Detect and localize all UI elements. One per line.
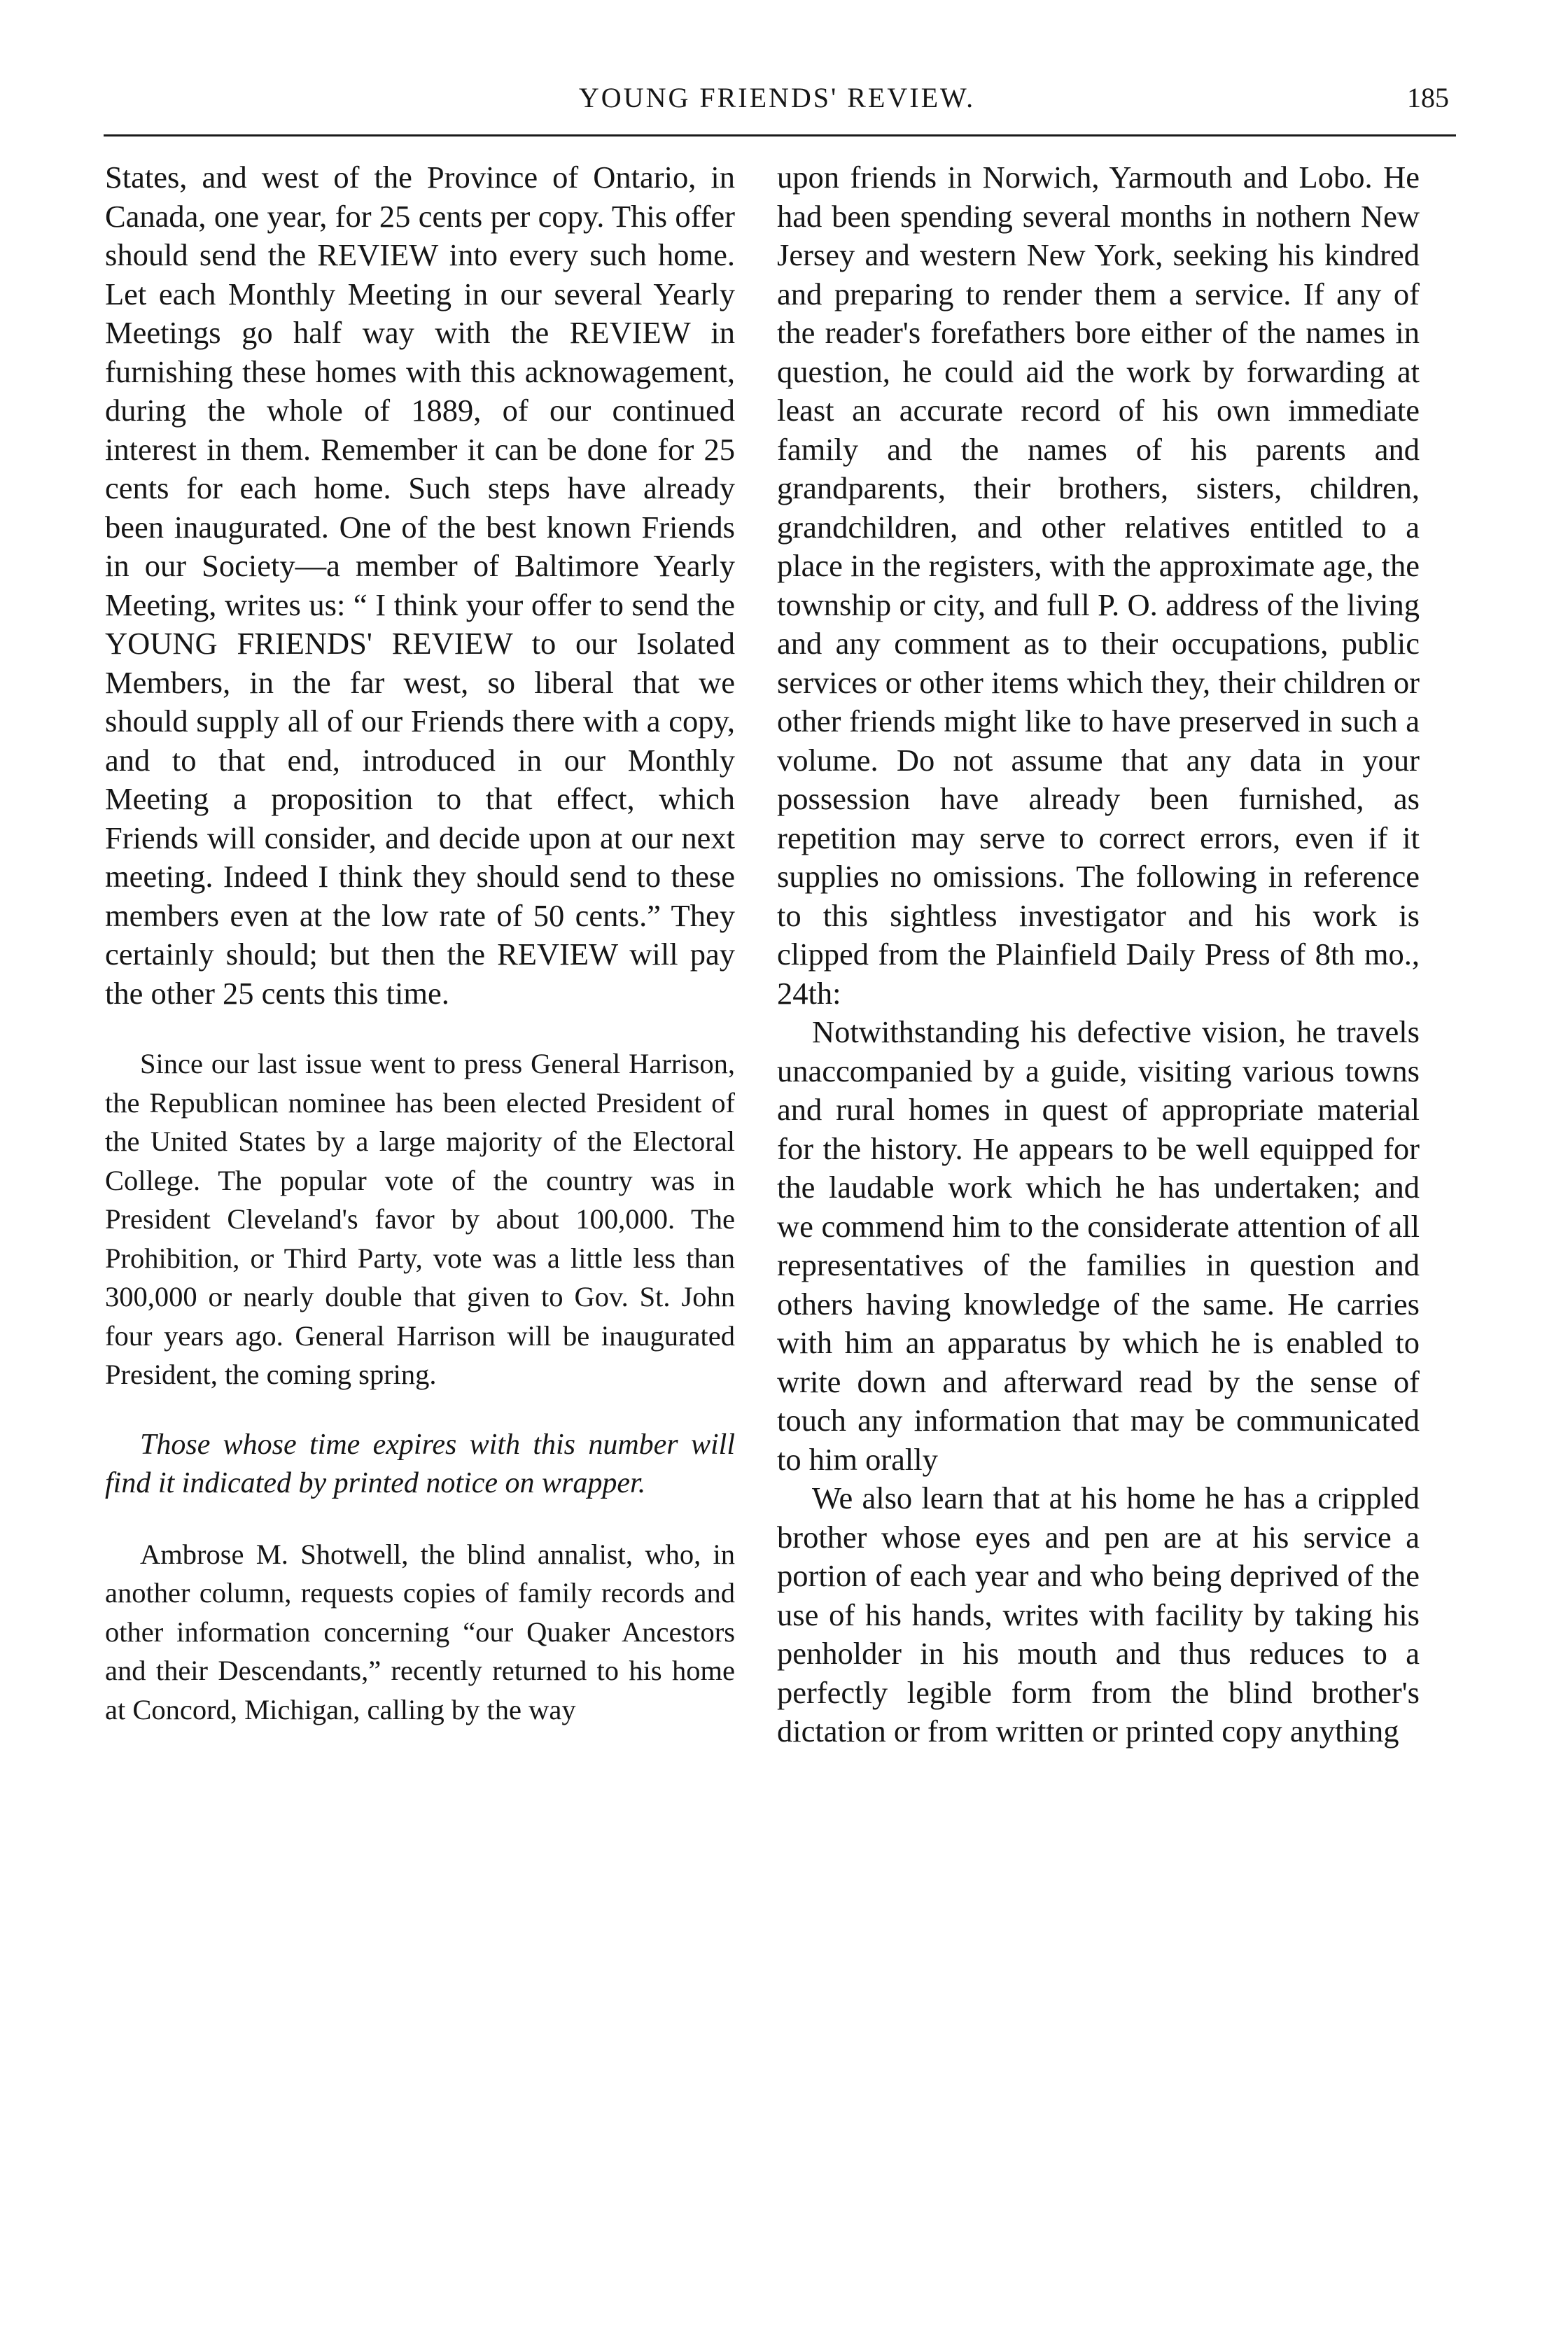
left-column bbox=[105, 158, 735, 1729]
subscription-notice: Those whose time expires with this number will find it indicated by printed notice on wrapper. bbox=[105, 1428, 735, 1499]
continuation-paragraph: upon friends in Norwich, Yarmouth and Lobo. He had been spending several months in nothern New Jersey and western New York, seeking his kindred and preparing to render them a service. If any of the reader's forefathers bore either of the names in question, he could aid the work by forwarding at least an accurate record of his own immediate family and the names of his parents and grandparents, their brothers, sisters, children, grandchildren, and other relatives entitled to a place in the registers, with the approximate age, the township or city, and full P. O. address of the living and any comment as to their occupations, public services or other items which they, their children or other friends might like to have preserved in such a volume. Do not assume that any data in your possession have already been furnished, as repetition may serve to correct errors, even if it supplies no omissions. The following in reference to this sightless investigator and his work is clipped from the Plainfield Daily Press of 8th mo., 24th: bbox=[777, 160, 1420, 1011]
page-number: 185 bbox=[1407, 82, 1449, 113]
header-rule bbox=[104, 134, 1456, 136]
running-title: YOUNG FRIENDS' REVIEW. bbox=[578, 82, 976, 113]
brother-paragraph: We also learn that at his home he has a crippled brother whose eyes and pen are at his service a portion of each year and who being deprived of the use of his hands, writes with facility by taking his penholder in his mouth and thus reduces to a perfectly legible form from the blind brother's dictation or from written or printed copy anything bbox=[777, 1480, 1420, 1749]
election-paragraph: Since our last issue went to press General Harrison, the Republican nominee has been elected President of the United States by a large majority of the Electoral College. The popular vote of the country was in President Cleveland's favor by about 100,000. The Prohibition, or Third Party, vote was a little less than 300,000 or nearly double that given to Gov. St. John four years ago. General Harrison will be inaugurated President, the coming spring. bbox=[105, 1048, 735, 1390]
right-column bbox=[777, 158, 1420, 1751]
press-quote-paragraph: Notwithstanding his defective vision, he travels unaccompanied by a guide, visiting various towns and rural homes in quest of appropriate material for the history. He appears to be well equipped for the laudable work which he has undertaken; and we commend him to the considerate attention of all representatives of the families in question and others having knowledge of the same. He carries with him an apparatus by which he is enabled to write down and afterward read by the sense of touch any information that may be communicated to him orally bbox=[777, 1014, 1420, 1477]
page-header bbox=[105, 77, 1449, 126]
offer-paragraph: States, and west of the Province of Ontario, in Canada, one year, for 25 cents per copy. This offer should send the REVIEW into every such home. Let each Monthly Meeting in our several Yearly Meetings go half way with the REVIEW in furnishing these homes with this acknowagement, during the whole of 1889, of our continued interest in them. Remember it can be done for 25 cents for each home. Such steps have already been inaugurated. One of the best known Friends in our Society—a member of Baltimore Yearly Meeting, writes us: “ I think your offer to send the YOUNG FRIENDS' REVIEW to our Isolated Members, in the far west, so liberal that we should supply all of our Friends there with a copy, and to that end, introduced in our Monthly Meeting a proposition to that effect, which Friends will consider, and decide upon at our next meeting. Indeed I think they should send to these members even at the low rate of 50 cents.” They certainly should; but then the REVIEW will pay the other 25 cents this time. bbox=[105, 160, 735, 1011]
shotwell-paragraph: Ambrose M. Shotwell, the blind annalist, who, in another column, requests copies of family records and other information concerning “our Quaker Ancestors and their Descendants,” recently returned to his home at Concord, Michigan, calling by the way bbox=[105, 1538, 735, 1725]
